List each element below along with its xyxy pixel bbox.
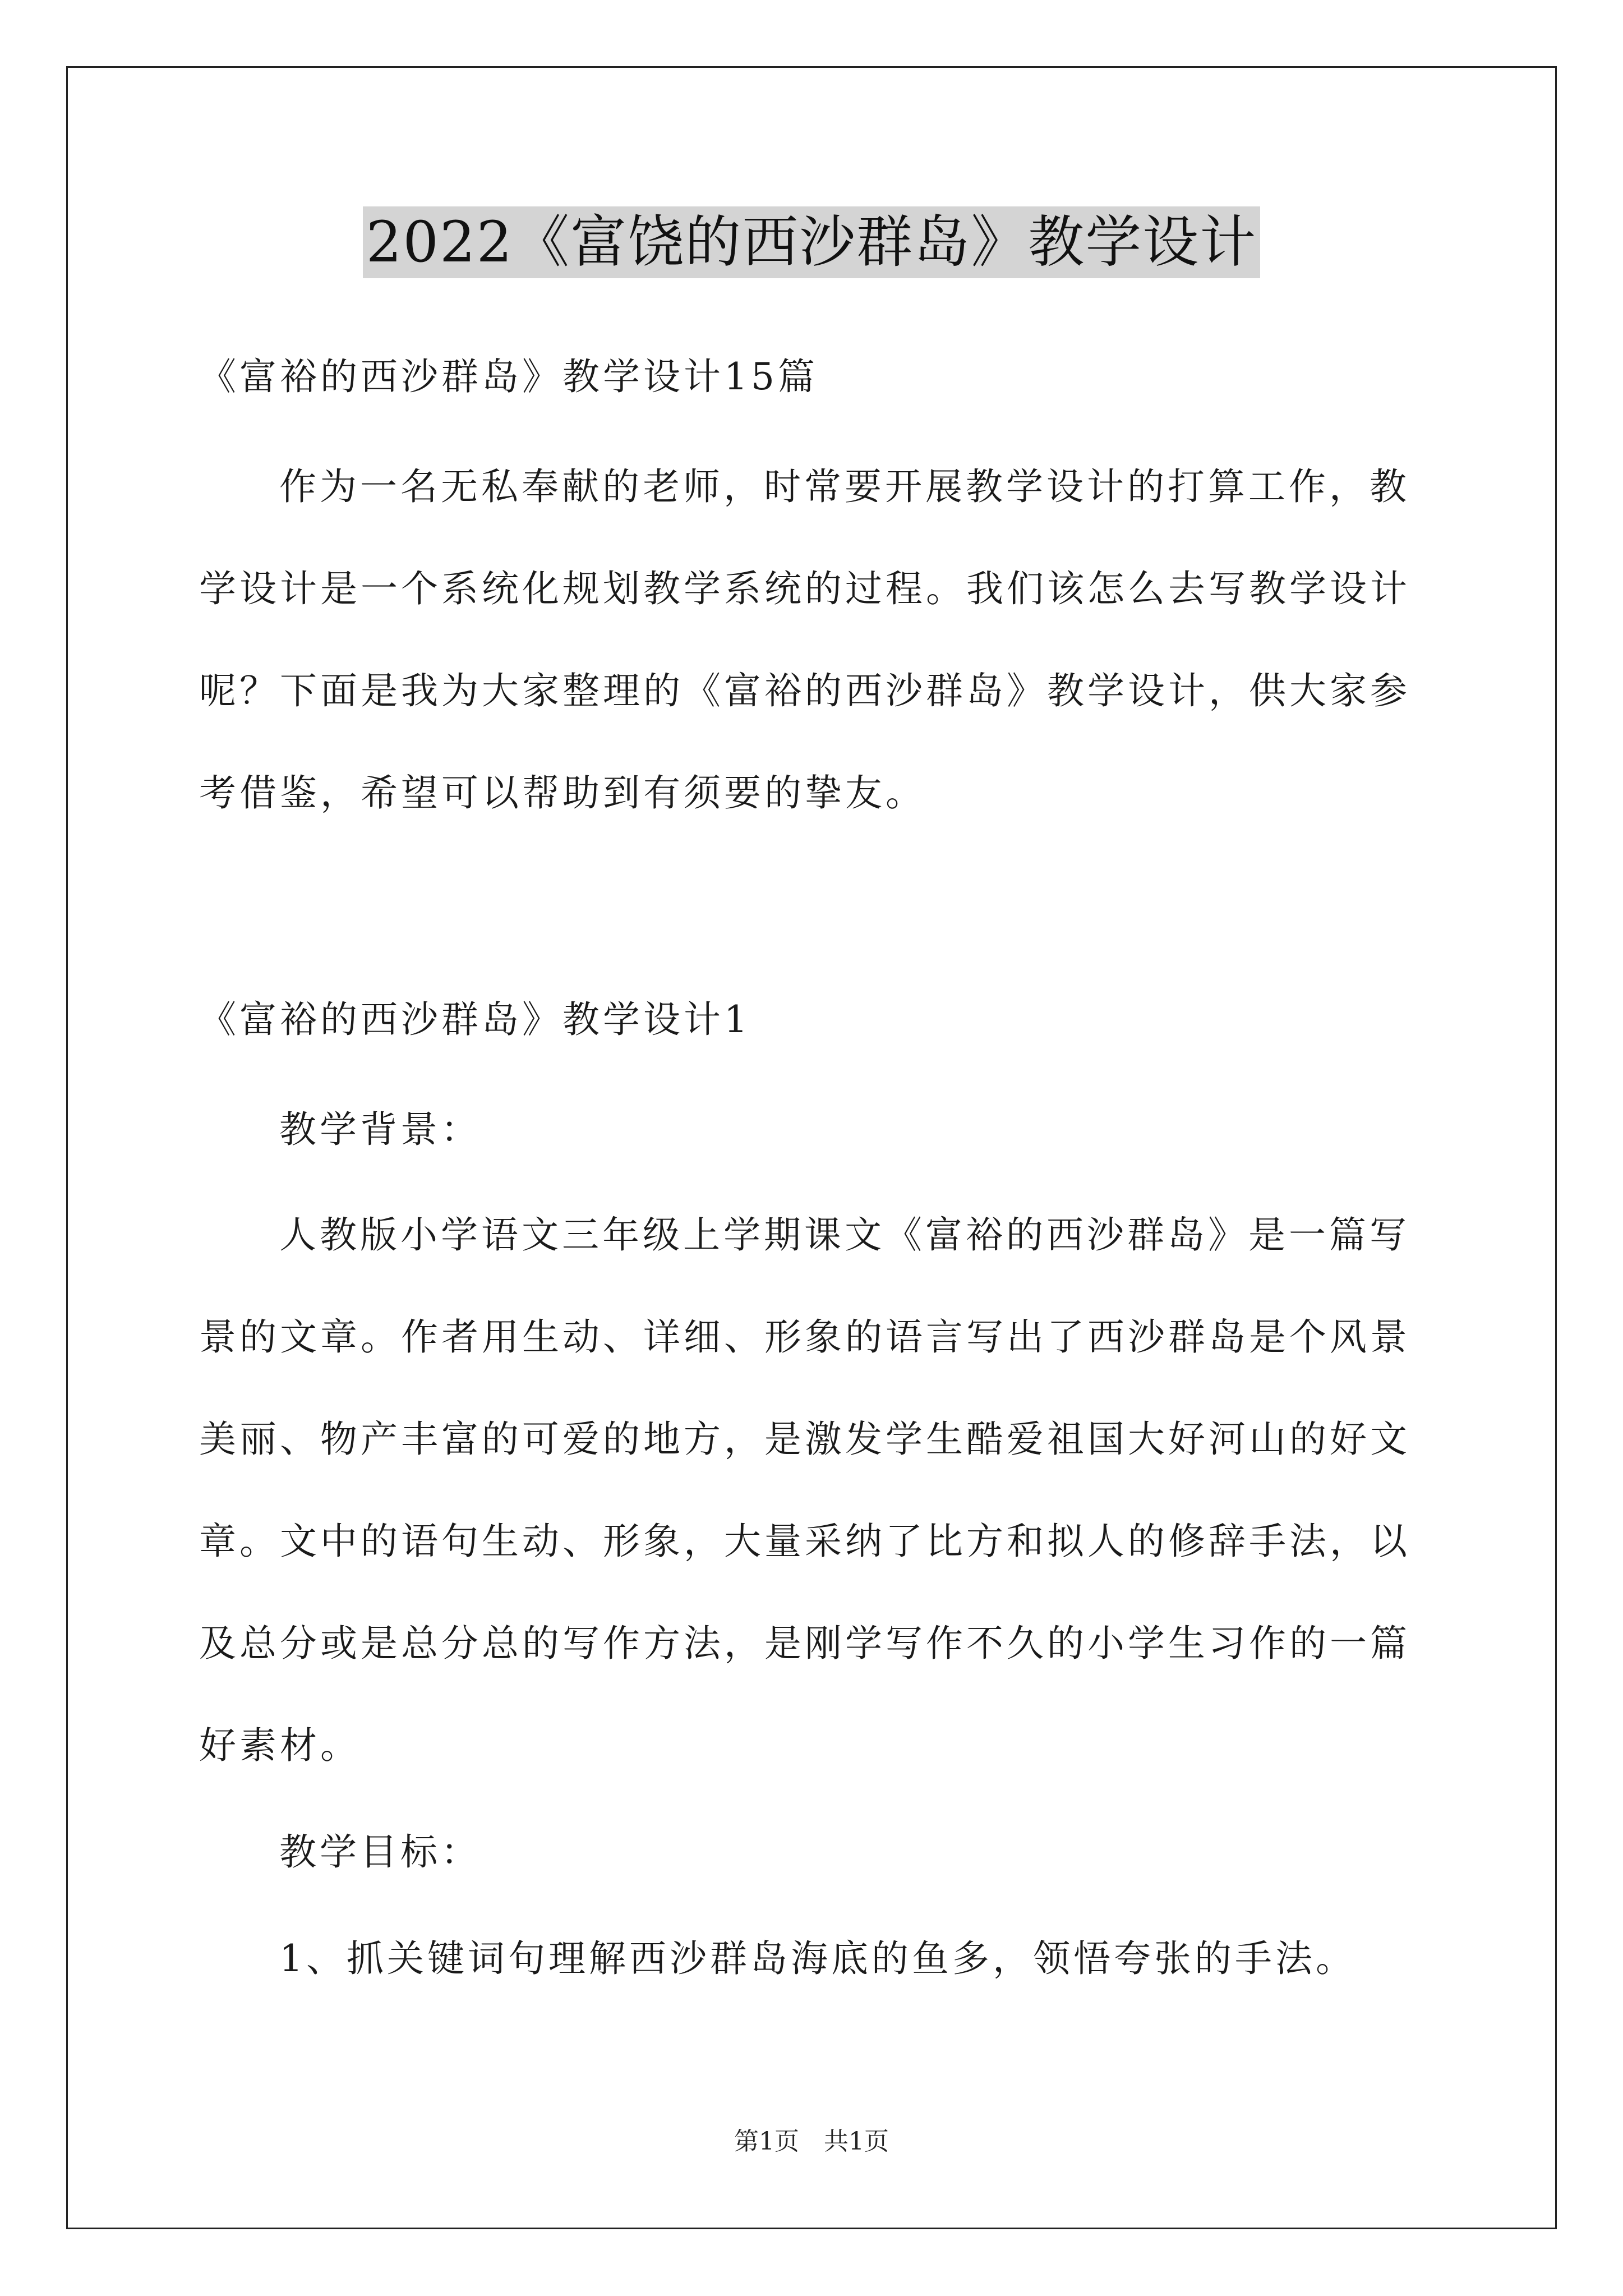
background-line: 及总分或是总分总的写作方法，是刚学写作不久的小学生习作的一篇 [199,1622,1410,1665]
background-line: 景的文章。作者用生动、详细、形象的语言写出了西沙群岛是个风景 [199,1315,1410,1359]
background-line: 章。文中的语句生动、形象，大量采纳了比方和拟人的修辞手法，以 [199,1520,1410,1563]
background-line: 好素材。 [199,1724,361,1767]
document-title: 2022《富饶的西沙群岛》教学设计 [363,206,1261,278]
goal-item: 1、抓关键词句理解西沙群岛海底的鱼多，领悟夸张的手法。 [279,1937,1356,1980]
title-container [0,206,1623,278]
intro-line: 学设计是一个系统化规划教学系统的过程。我们该怎么去写教学设计 [199,567,1410,610]
intro-line: 作为一名无私奉献的老师，时常要开展教学设计的打算工作，教 [279,465,1410,508]
section-heading: 《富裕的西沙群岛》教学设计1 [199,998,751,1041]
page-footer: 第1页 共1页 [734,2127,889,2156]
goals-label: 教学目标： [279,1830,481,1874]
background-line: 美丽、物产丰富的可爱的地方，是激发学生酷爱祖国大好河山的好文 [199,1418,1410,1461]
background-label: 教学背景： [279,1108,481,1151]
document-subtitle: 《富裕的西沙群岛》教学设计15篇 [199,355,818,398]
intro-line: 考借鉴，希望可以帮助到有须要的挚友。 [199,771,926,815]
intro-line: 呢？下面是我为大家整理的《富裕的西沙群岛》教学设计，供大家参 [199,669,1410,712]
background-line: 人教版小学语文三年级上学期课文《富裕的西沙群岛》是一篇写 [279,1213,1410,1257]
